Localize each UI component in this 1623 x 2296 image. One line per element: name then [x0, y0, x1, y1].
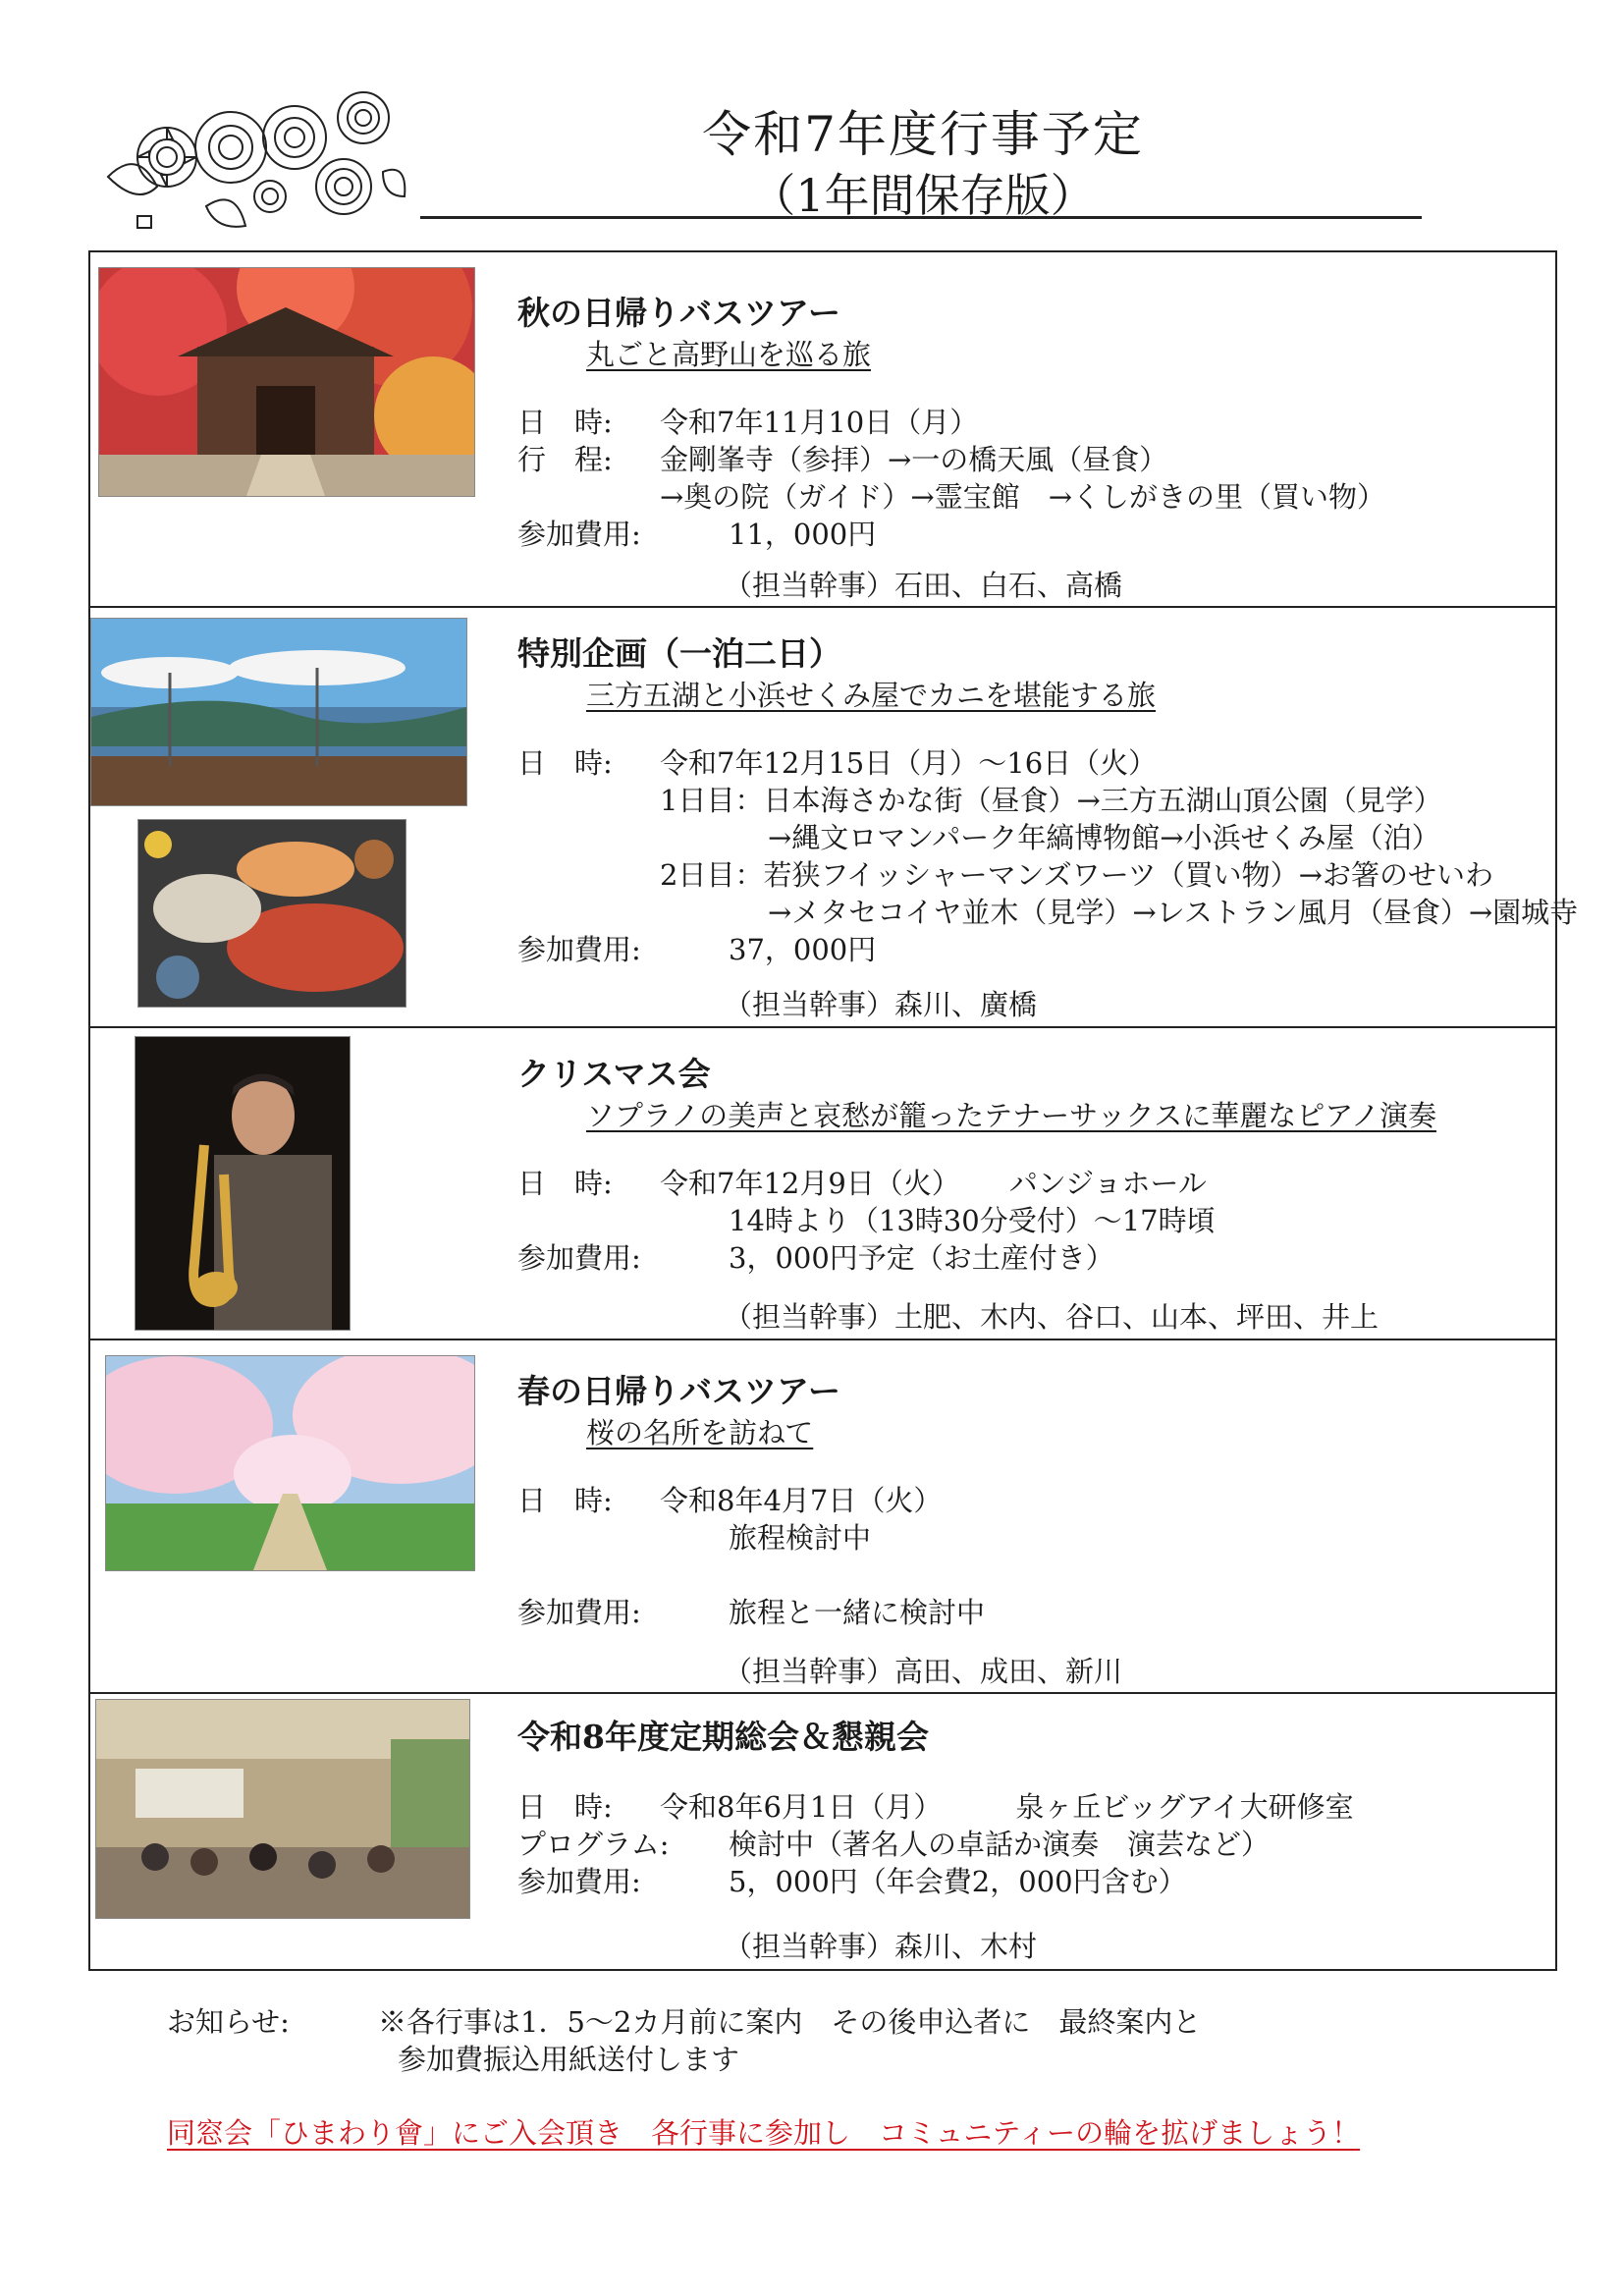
fee-label: 参加費用: — [517, 518, 641, 551]
day2-itinerary-cont: →メタセコイヤ並木（見学）→レストラン風月（昼食）→園城寺 — [768, 896, 1579, 929]
event-fee: 5，000円（年会費2，000円含む） — [729, 1865, 1187, 1898]
fee-label: 参加費用: — [517, 933, 641, 966]
fee-label: 参加費用: — [517, 1596, 641, 1629]
event-title: 秋の日帰りバスツアー — [517, 294, 841, 332]
event-date: 令和8年6月1日（月） — [660, 1790, 943, 1824]
date-label: 日 時: — [517, 1167, 613, 1200]
event-program: 検討中（著名人の卓話か演奏 演芸など） — [729, 1828, 1271, 1861]
event-christmas — [90, 1028, 1555, 1340]
route-note: 旅程検討中 — [729, 1521, 872, 1555]
notice-label: お知らせ: — [167, 2005, 290, 2039]
event-title: クリスマス会 — [517, 1055, 711, 1093]
program-label: プログラム: — [517, 1828, 670, 1861]
day2-itinerary: 2日目：若狭フイッシャーマンズワーツ（買い物）→お箸のせいわ — [660, 858, 1493, 892]
event-venue: 泉ヶ丘ビッグアイ大研修室 — [1015, 1790, 1354, 1824]
cherry-blossom-photo — [105, 1355, 475, 1571]
event-general-meeting — [90, 1694, 1555, 1973]
route-label: 行 程: — [517, 443, 613, 476]
event-staff: （担当幹事）土肥、木内、谷口、山本、坪田、井上 — [724, 1300, 1380, 1334]
event-special-trip — [90, 608, 1579, 1028]
route-line-2: →奥の院（ガイド）→霊宝館 →くしがきの里（買い物） — [660, 480, 1386, 514]
title-underline — [420, 216, 1422, 219]
event-title: 特別企画（一泊二日） — [517, 634, 841, 673]
footer-message: 同窓会「ひまわり會」にご入会頂き 各行事に参加し コミュニティーの輪を拡げましょう！ — [167, 2116, 1361, 2150]
event-subtitle: ソプラノの美声と哀愁が籠ったテナーサックスに華麗なピアノ演奏 — [586, 1099, 1436, 1132]
fee-label: 参加費用: — [517, 1241, 641, 1275]
event-subtitle: 丸ごと高野山を巡る旅 — [586, 338, 872, 371]
date-label: 日 時: — [517, 746, 613, 780]
event-staff: （担当幹事）森川、廣橋 — [724, 988, 1038, 1021]
date-label: 日 時: — [517, 406, 613, 439]
event-subtitle: 三方五湖と小浜せくみ屋でカニを堪能する旅 — [586, 679, 1157, 712]
day1-itinerary: 1日目：日本海さかな街（昼食）→三方五湖山頂公園（見学） — [660, 784, 1442, 817]
event-staff: （担当幹事）森川、木村 — [724, 1930, 1038, 1963]
notice-line-1: ※各行事は1．5～2カ月前に案内 その後申込者に 最終案内と — [378, 2005, 1202, 2039]
event-autumn-tour — [90, 252, 1555, 608]
fee-label: 参加費用: — [517, 1865, 641, 1898]
event-spring-tour-body — [517, 1370, 1536, 1631]
meeting-room-photo — [95, 1699, 470, 1919]
notice-line-2: 参加費振込用紙送付します — [398, 2043, 740, 2076]
event-fee: 3，000円予定（お土産付き） — [729, 1241, 1114, 1275]
event-date: 令和7年12月9日（火） — [660, 1167, 960, 1200]
saxophone-player-photo — [135, 1036, 351, 1331]
crab-meal-photo — [137, 819, 406, 1008]
event-fee: 旅程と一緒に検討中 — [729, 1596, 986, 1629]
page-title: 令和7年度行事予定 — [702, 106, 1144, 163]
event-date: 令和7年11月10日（月） — [660, 406, 979, 439]
sunflower-logo-icon — [98, 79, 412, 236]
event-staff: （担当幹事）石田、白石、高橋 — [724, 569, 1123, 602]
event-venue: パンジョホール — [1008, 1167, 1207, 1200]
route-line-1: 金剛峯寺（参拝）→一の橋天風（昼食） — [660, 443, 1168, 476]
events-table — [88, 250, 1579, 1971]
event-title: 春の日帰りバスツアー — [517, 1372, 841, 1410]
event-date: 令和8年4月7日（火） — [660, 1484, 943, 1517]
event-time: 14時より（13時30分受付）～17時頃 — [729, 1204, 1216, 1237]
title-block — [422, 103, 1424, 225]
event-christmas-body — [517, 1053, 1536, 1277]
date-label: 日 時: — [517, 1790, 613, 1824]
event-fee: 11，000円 — [729, 518, 877, 551]
event-special-trip-body — [517, 632, 1579, 968]
day1-itinerary-cont: →縄文ロマンパーク年縞博物館→小浜せくみ屋（泊） — [768, 821, 1440, 854]
event-general-meeting-body — [517, 1716, 1536, 1900]
page-subtitle: （1年間保存版） — [750, 169, 1096, 222]
temple-autumn-photo — [98, 267, 475, 497]
event-autumn-tour-body — [517, 292, 1536, 553]
lake-terrace-photo — [90, 618, 467, 806]
event-subtitle: 桜の名所を訪ねて — [586, 1416, 814, 1449]
event-fee: 37，000円 — [729, 933, 877, 966]
event-spring-tour — [90, 1340, 1555, 1694]
event-title: 令和8年度定期総会＆懇親会 — [517, 1718, 929, 1756]
event-date: 令和7年12月15日（月）～16日（火） — [660, 746, 1158, 780]
date-label: 日 時: — [517, 1484, 613, 1517]
sunflower-1 — [137, 128, 196, 187]
event-staff: （担当幹事）高田、成田、新川 — [724, 1655, 1123, 1688]
notice-section — [167, 2003, 1201, 2078]
